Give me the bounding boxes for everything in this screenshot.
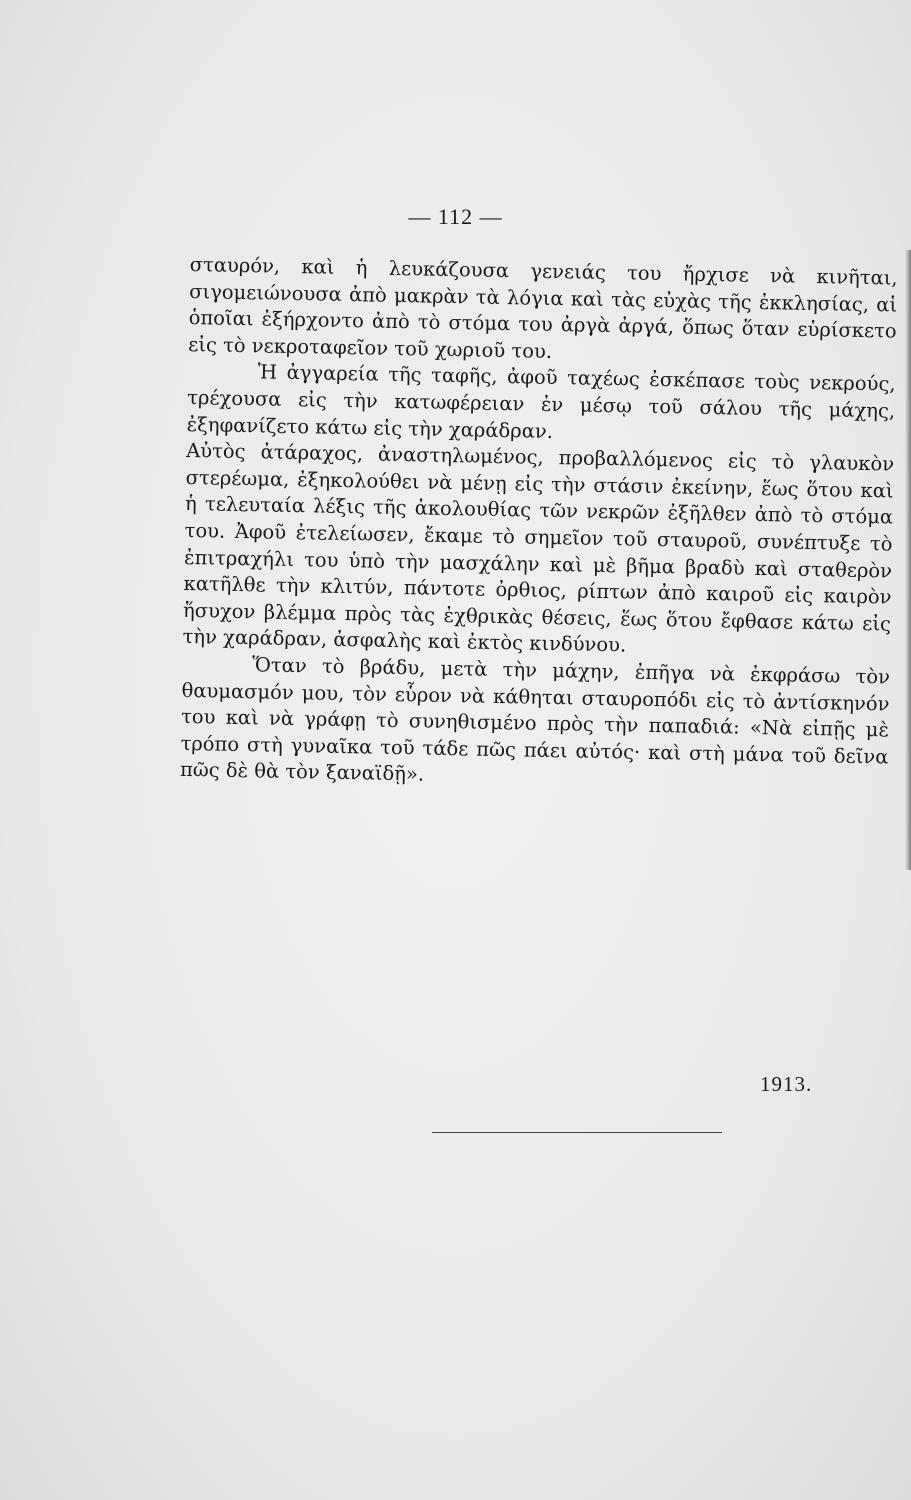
end-rule xyxy=(432,1132,722,1133)
paragraph-1: σταυρόν, καὶ ἡ λευκάζουσα γενειάς του ἤρχισε νὰ κινῆται, σιγομειώνουσα ἀπὸ μακρὰν τὰ λόγια καὶ τὰς εὐχὰς τῆς ἐκκλησίας, αἱ ὁποῖαι ἐξήρχοντο ἀπὸ τὸ στόμα του ἀργὰ ἀργά, ὅπως ὅταν εὑρίσκετο εἰς τὸ νεκροταφεῖον τοῦ χωριοῦ του. xyxy=(188,252,898,363)
page-edge-shadow xyxy=(905,250,911,870)
date: 1913. xyxy=(760,1072,813,1096)
page-number: — 112 — xyxy=(408,204,503,229)
paragraph-2: Ἡ ἀγγαρεία τῆς ταφῆς, ἀφοῦ ταχέως ἐσκέπασε τοὺς νεκρούς, τρέχουσα εἰς τὴν κατωφέρειαν ἐν μέσῳ τοῦ σάλου τῆς μάχης, ἐξηφανίζετο κάτω εἰς τὴν χαράδραν. xyxy=(186,360,896,443)
paragraph-3: Αὐτὸς ἀτάραχος, ἀναστηλωμένος, προβαλλόμενος εἰς τὸ γλαυκὸν στερέωμα, ἐξηκολούθει νὰ μένῃ εἰς τὴν στάσιν ἐκείνην, ἕως ὅτου καὶ ἡ τελευταία λέξις τῆς ἀκολουθίας τῶν νεκρῶν ἐξῆλθεν ἀπὸ τὸ στόμα του. Ἀφοῦ ἐτελείωσεν, ἔκαμε τὸ σημεῖον τοῦ σταυροῦ, συνέπτυξε τὸ ἐπιτραχήλι του ὑπὸ τὴν μασχάλην καὶ μὲ βῆμα βραδὺ καὶ σταθερὸν κατῆλθε τὴν κλιτύν, πάντοτε ὀρθιος, ρίπτων ἀπὸ καιροῦ εἰς καιρὸν ἥσυχον βλέμμα πρὸς τὰς ἐχθρικὰς θέσεις, ἕως ὅτου ἔφθασε κάτω εἰς τὴν χαράδραν, ἀσφαλὴς καὶ ἐκτὸς κινδύνου. xyxy=(182,439,895,657)
paragraph-4: Ὅταν τὸ βράδυ, μετὰ τὴν μάχην, ἐπῆγα νὰ ἐκφράσω τὸν θαυμασμόν μου, τὸν εὗρον νὰ κάθηται σταυροπόδι εἰς τὸ ἀντίσκηνόν του καὶ νὰ γράφῃ τὸ συνηθισμένο πρὸς τὴν παπαδιά: «Νὰ εἰπῇς μὲ τρόπο στὴ γυναῖκα τοῦ τάδε πῶς πάει αὐτός· καὶ στὴ μάνα τοῦ δεῖνα πῶς δὲ θὰ τὸν ξαναϊδῇ». xyxy=(179,653,891,786)
body-text xyxy=(180,252,898,797)
